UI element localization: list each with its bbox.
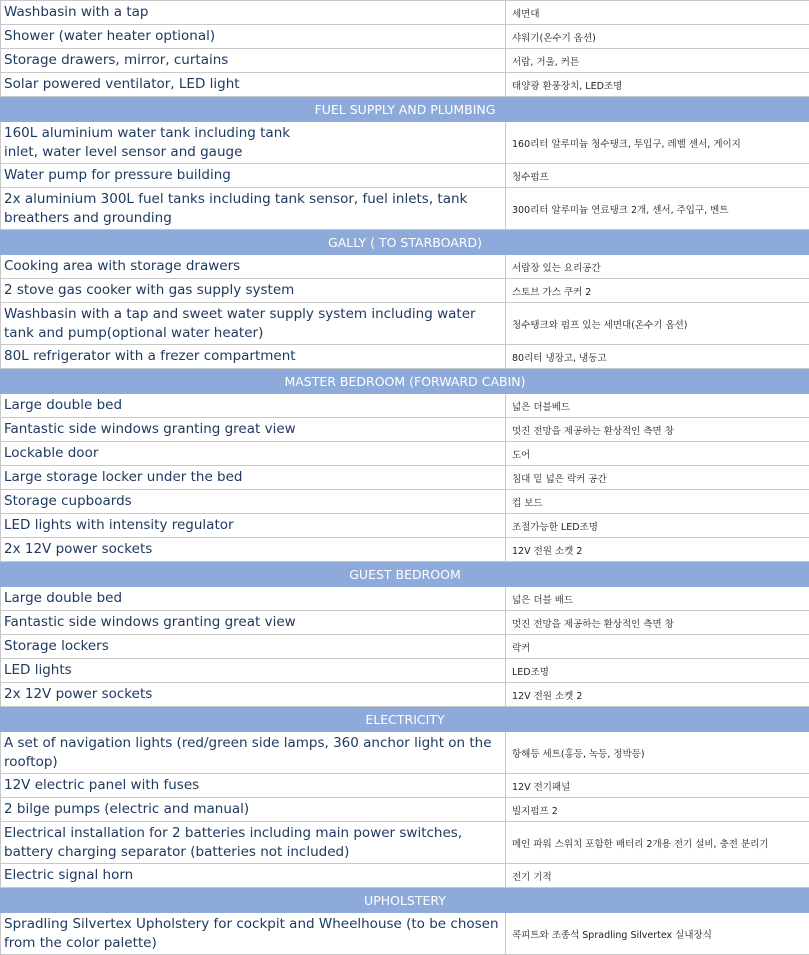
item-korean: 항해등 세트(홍등, 녹등, 정박등) <box>506 732 809 774</box>
item-korean: 서랍, 거울, 커튼 <box>506 49 809 73</box>
item-english: Washbasin with a tap <box>1 1 506 25</box>
item-english: Solar powered ventilator, LED light <box>1 73 506 97</box>
section-header <box>1 230 809 255</box>
item-english: A set of navigation lights (red/green side lamps, 360 anchor light on the rooftop) <box>1 732 506 774</box>
table-row <box>1 490 809 514</box>
item-english: Fantastic side windows granting great view <box>1 611 506 635</box>
section-header <box>1 97 809 122</box>
section-title: GUEST BEDROOM <box>1 562 809 587</box>
item-english: Electrical installation for 2 batteries including main power switches, battery charging separator (batteries not included) <box>1 822 506 864</box>
table-row <box>1 418 809 442</box>
table-row <box>1 1 809 25</box>
table-row <box>1 73 809 97</box>
item-korean: 컵 보드 <box>506 490 809 514</box>
table-row <box>1 255 809 279</box>
table-row <box>1 774 809 798</box>
item-korean: 80리터 냉장고, 냉동고 <box>506 345 809 369</box>
item-english: LED lights with intensity regulator <box>1 514 506 538</box>
section-header <box>1 562 809 587</box>
item-korean: 넓은 더블베드 <box>506 394 809 418</box>
item-english: Lockable door <box>1 442 506 466</box>
item-english: Storage lockers <box>1 635 506 659</box>
section-title: UPHOLSTERY <box>1 888 809 913</box>
table-row <box>1 303 809 345</box>
item-korean: 12V 전기패널 <box>506 774 809 798</box>
spec-table-body <box>1 1 809 955</box>
section-title: FUEL SUPPLY AND PLUMBING <box>1 97 809 122</box>
item-english: 160L aluminium water tank including tank inlet, water level sensor and gauge <box>1 122 506 164</box>
section-header <box>1 888 809 913</box>
section-header <box>1 707 809 732</box>
item-english: Electric signal horn <box>1 864 506 888</box>
table-row <box>1 49 809 73</box>
item-korean: 침대 밑 넓은 락커 공간 <box>506 466 809 490</box>
table-row <box>1 279 809 303</box>
table-row <box>1 188 809 230</box>
item-korean: 메인 파워 스위치 포함한 배터리 2개용 전기 설비, 충전 분리기 <box>506 822 809 864</box>
item-korean: 멋진 전망을 제공하는 환상적인 측면 창 <box>506 418 809 442</box>
table-row <box>1 514 809 538</box>
item-english: Shower (water heater optional) <box>1 25 506 49</box>
item-korean: 서랍장 있는 요리공간 <box>506 255 809 279</box>
table-row <box>1 913 809 955</box>
item-korean: 전기 기적 <box>506 864 809 888</box>
item-korean: 샤워기(온수기 옵션) <box>506 25 809 49</box>
item-english: Large double bed <box>1 394 506 418</box>
item-english: 12V electric panel with fuses <box>1 774 506 798</box>
item-english: Cooking area with storage drawers <box>1 255 506 279</box>
item-english: Storage drawers, mirror, curtains <box>1 49 506 73</box>
item-korean: 도어 <box>506 442 809 466</box>
item-korean: 세면대 <box>506 1 809 25</box>
table-row <box>1 587 809 611</box>
item-korean: 락커 <box>506 635 809 659</box>
item-english: 80L refrigerator with a frezer compartment <box>1 345 506 369</box>
item-korean: 160리터 알루미늄 청수탱크, 투입구, 레벨 센서, 게이지 <box>506 122 809 164</box>
item-korean: 12V 전원 소켓 2 <box>506 538 809 562</box>
item-korean: 300리터 알루미늄 연료탱크 2개, 센서, 주입구, 벤트 <box>506 188 809 230</box>
section-title: MASTER BEDROOM (FORWARD CABIN) <box>1 369 809 394</box>
section-title: ELECTRICITY <box>1 707 809 732</box>
table-row <box>1 864 809 888</box>
item-english: Washbasin with a tap and sweet water supply system including water tank and pump(optional water heater) <box>1 303 506 345</box>
table-row <box>1 611 809 635</box>
item-english: Large storage locker under the bed <box>1 466 506 490</box>
item-korean: 청수탱크와 펌프 있는 세면대(온수기 옵션) <box>506 303 809 345</box>
item-korean: 조절가능한 LED조명 <box>506 514 809 538</box>
table-row <box>1 798 809 822</box>
item-korean: 스토브 가스 쿠커 2 <box>506 279 809 303</box>
item-english: 2x aluminium 300L fuel tanks including tank sensor, fuel inlets, tank breathers and grounding <box>1 188 506 230</box>
table-row <box>1 538 809 562</box>
item-english: LED lights <box>1 659 506 683</box>
section-title: GALLY ( TO STARBOARD) <box>1 230 809 255</box>
table-row <box>1 732 809 774</box>
table-row <box>1 683 809 707</box>
item-korean: 넓은 더블 배드 <box>506 587 809 611</box>
item-english: 2x 12V power sockets <box>1 683 506 707</box>
item-english: Water pump for pressure building <box>1 164 506 188</box>
item-korean: 빌지펌프 2 <box>506 798 809 822</box>
item-korean: 멋진 전망을 제공하는 환상적인 측면 창 <box>506 611 809 635</box>
item-english: Large double bed <box>1 587 506 611</box>
table-row <box>1 345 809 369</box>
table-row <box>1 466 809 490</box>
table-row <box>1 164 809 188</box>
table-row <box>1 122 809 164</box>
item-english: Spradling Silvertex Upholstery for cockpit and Wheelhouse (to be chosen from the color palette) <box>1 913 506 955</box>
item-english: 2x 12V power sockets <box>1 538 506 562</box>
table-row <box>1 25 809 49</box>
item-korean: 청수펌프 <box>506 164 809 188</box>
item-korean: 태양광 환풍장치, LED조명 <box>506 73 809 97</box>
item-english: 2 stove gas cooker with gas supply system <box>1 279 506 303</box>
item-english: Storage cupboards <box>1 490 506 514</box>
table-row <box>1 394 809 418</box>
item-korean: 콕피트와 조종석 Spradling Silvertex 실내장식 <box>506 913 809 955</box>
table-row <box>1 442 809 466</box>
item-english: Fantastic side windows granting great view <box>1 418 506 442</box>
item-english: 2 bilge pumps (electric and manual) <box>1 798 506 822</box>
table-row <box>1 659 809 683</box>
item-korean: LED조명 <box>506 659 809 683</box>
table-row <box>1 635 809 659</box>
section-header <box>1 369 809 394</box>
item-korean: 12V 전원 소켓 2 <box>506 683 809 707</box>
table-row <box>1 822 809 864</box>
